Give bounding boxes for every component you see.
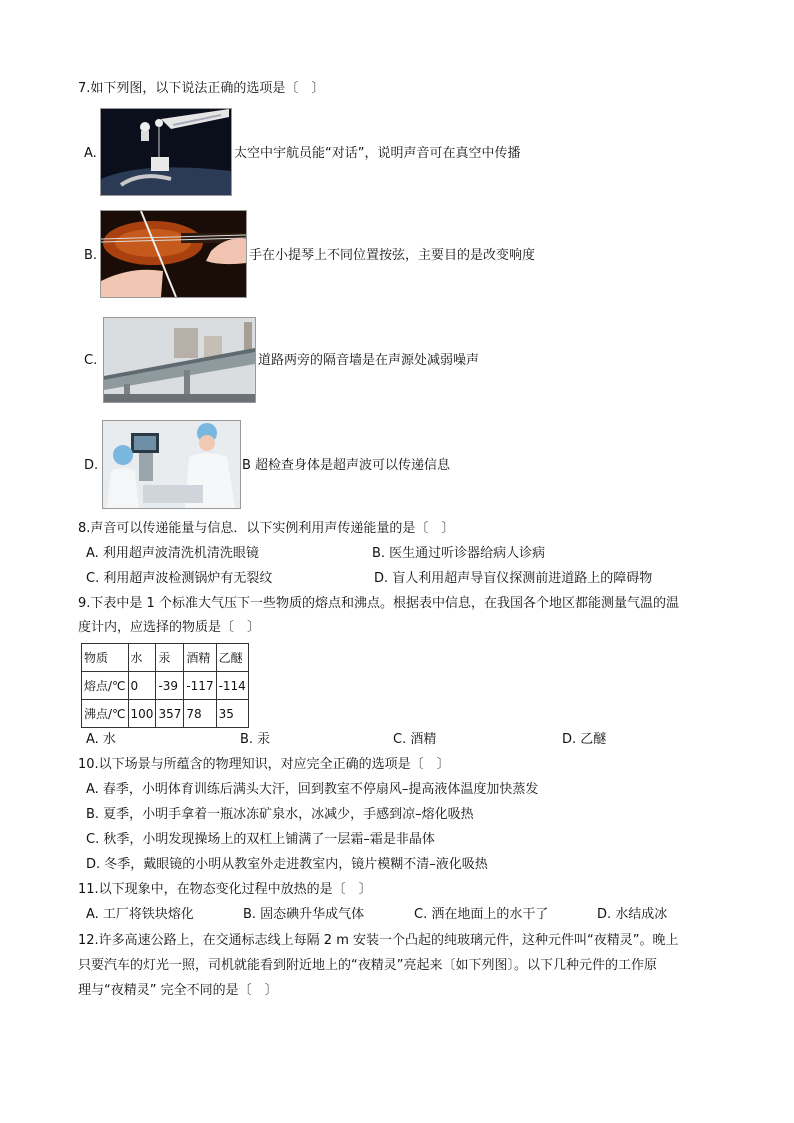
q8-option-a: A. 利用超声波清洗机清洗眼镜	[86, 546, 259, 561]
q8-option-b: B. 医生通过听诊器给病人诊病	[372, 546, 546, 561]
table-row	[82, 672, 249, 700]
q7-option-a-text: 太空中宇航员能“对话”，说明声音可在真空中传播	[234, 146, 521, 161]
q7-option-c-text: 道路两旁的隔音墙是在声源处减弱噪声	[258, 353, 480, 368]
q11-option-d: D. 水结成冰	[597, 907, 668, 922]
q8-stem: 8.声音可以传递能量与信息．以下实例利用声传递能量的是〔 〕	[78, 521, 455, 536]
melting-boiling-table	[81, 643, 249, 728]
q7-option-d-letter: D.	[84, 458, 99, 473]
table-cell: -117	[184, 672, 216, 700]
table-cell: -39	[156, 672, 184, 700]
q7-option-d-text: B 超检查身体是超声波可以传递信息	[242, 458, 451, 473]
table-cell: 熔点/℃	[82, 672, 129, 700]
table-header-row	[82, 644, 249, 672]
q7-option-b-letter: B.	[84, 248, 98, 263]
table-cell: 沸点/℃	[82, 700, 129, 728]
q12-line3: 理与“夜精灵” 完全不同的是〔 〕	[78, 983, 278, 998]
q12-line1: 12.许多高速公路上，在交通标志线上每隔 2 m 安装一个凸起的纯玻璃元件，这种元件叫“夜精灵”。晚上	[78, 933, 679, 948]
q7-stem: 7.如下列图，以下说法正确的选项是〔 〕	[78, 81, 325, 96]
q11-option-b: B. 固态碘升华成气体	[243, 907, 365, 922]
q9-option-b: B. 汞	[240, 732, 271, 747]
q9-option-c: C. 酒精	[393, 732, 437, 747]
q7-option-a-letter: A.	[84, 146, 97, 161]
table-cell: 乙醚	[216, 644, 248, 672]
q9-option-a: A. 水	[86, 732, 116, 747]
ultrasound-photo	[102, 420, 241, 509]
q10-option-c: C. 秋季，小明发现操场上的双杠上铺满了一层霜–霜是非晶体	[86, 832, 435, 847]
q9-option-d: D. 乙醚	[562, 732, 607, 747]
q7-option-c-letter: C.	[84, 353, 98, 368]
q7-option-b-text: 手在小提琴上不同位置按弦，主要目的是改变响度	[249, 248, 536, 263]
table-cell: 0	[128, 672, 156, 700]
table-row	[82, 700, 249, 728]
table-cell: 物质	[82, 644, 129, 672]
q11-option-c: C. 洒在地面上的水干了	[414, 907, 549, 922]
table-cell: 酒精	[184, 644, 216, 672]
q12-line2: 只要汽车的灯光一照，司机就能看到附近地上的“夜精灵”亮起来〔如下列图〕。以下几种元件的工作原	[78, 958, 657, 973]
q8-option-c: C. 利用超声波检测锅炉有无裂纹	[86, 571, 273, 586]
q11-option-a: A. 工厂将铁块熔化	[86, 907, 194, 922]
astronaut-photo	[100, 108, 232, 196]
q11-stem: 11.以下现象中，在物态变化过程中放热的是〔 〕	[78, 882, 372, 897]
table-cell: -114	[216, 672, 248, 700]
q10-option-a: A. 春季，小明体育训练后满头大汗，回到教室不停扇风–提高液体温度加快蒸发	[86, 782, 539, 797]
table-cell: 汞	[156, 644, 184, 672]
table-cell: 100	[128, 700, 156, 728]
sound-barrier-photo	[103, 317, 256, 403]
q10-stem: 10.以下场景与所蕴含的物理知识，对应完全正确的选项是〔 〕	[78, 757, 450, 772]
table-cell: 35	[216, 700, 248, 728]
q10-option-b: B. 夏季，小明手拿着一瓶冰冻矿泉水，冰减少，手感到凉–熔化吸热	[86, 807, 474, 822]
q8-option-d: D. 盲人利用超声导盲仪探测前进道路上的障碍物	[374, 571, 653, 586]
table-cell: 水	[128, 644, 156, 672]
q9-stem-line1: 9.下表中是 1 个标准大气压下一些物质的熔点和沸点。根据表中信息，在我国各个地区都能测量气温的温	[78, 596, 679, 611]
q10-option-d: D. 冬季，戴眼镜的小明从教室外走进教室内，镜片模糊不清–液化吸热	[86, 857, 488, 872]
table-cell: 78	[184, 700, 216, 728]
table-cell: 357	[156, 700, 184, 728]
q9-stem-line2: 度计内，应选择的物质是〔 〕	[78, 620, 261, 635]
violin-photo	[100, 210, 247, 298]
